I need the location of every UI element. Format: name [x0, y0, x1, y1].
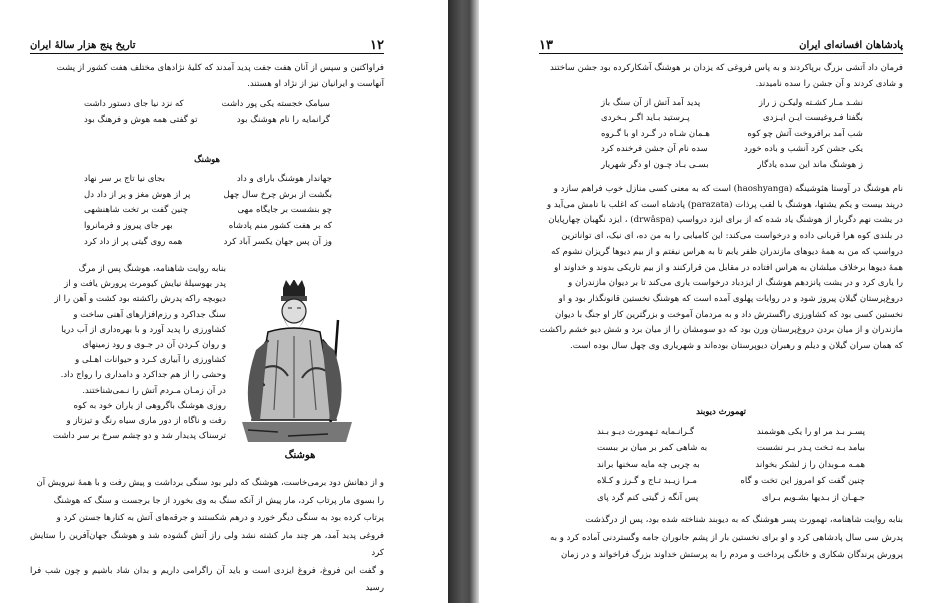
- running-title: پادشاهان افسانه‌ای ایران: [799, 39, 903, 51]
- intro-paragraph: [30, 60, 384, 92]
- text-line: درپند بیست و یکم یشتها، هوشنگ با لقب پرذات (parazata) پادشاه است که اغلب با نامش می‌آید و: [547, 199, 903, 210]
- text-line: ترسناک پدیدار شد و دو چشم سرخ بر سر داشت: [52, 431, 226, 442]
- text-line: روزی هوشنگ باگروهی از یاران خود به کوه: [73, 400, 226, 411]
- hemistich: جهاندار هوشنگ باراى و داد: [236, 174, 332, 184]
- couplet: [84, 97, 330, 113]
- text-line: بنابه روایت شاهنامه، هوشنگ پس از مرگ: [78, 264, 226, 274]
- couplet: [597, 457, 865, 473]
- middle-paragraph: [539, 182, 903, 355]
- text-line: کشاورزی را آبیاری کـرد و حیوانات اهـلی و: [75, 355, 226, 366]
- couplet: [601, 127, 863, 142]
- intro-paragraph: [539, 60, 903, 92]
- hemistich: پـرستید بـاید اگـر بـخردی: [601, 113, 690, 124]
- hemistich: شب آمد برافروخت آتش چو کوه: [747, 128, 863, 139]
- text-line: پرورش پرندگان شکاری و خانگی پرداخت و مردم را به پرستش خداوند بزرگ فراخواند و در زمان: [560, 550, 903, 561]
- verses-1: [84, 97, 330, 128]
- text-line: پدرش سی سال پادشاهی کرد و او برای نخستین بار از پشم جانوران جامه وگستردنی آماده کرد و به: [549, 532, 903, 543]
- text-line: کشاورزی را پدید آورد و با بهره‌داری از آب دریا: [61, 324, 226, 335]
- text-line: در یشت نهم دگربار از هوشنگ یاد شده که از برای ایزد درواسپ (drwâspa) ، ایزد نگهبان چهارپایان: [548, 215, 903, 226]
- couplet: [597, 473, 865, 489]
- hemistich: بهر جای پیروز و فرمانروا: [84, 221, 173, 232]
- header-rule: [30, 53, 384, 54]
- hemistich: بجای نیا تاج بر سر نهاد: [84, 174, 165, 184]
- text-line: که همان سران گیلان و دیلم و رهبران دیوپرستان بوده‌اند و شهریاری وی چهل سال بوده است.: [570, 341, 903, 352]
- page-number: ۱۳: [539, 37, 553, 53]
- hemistich: گرانمایه را نام هوشنگ بود: [236, 114, 330, 125]
- couplet: [84, 235, 332, 251]
- text-line: فراواکتین و سپس از آنان هفت جفت پدید آمدند که کلیهٔ نژادهای مختلف هفت کشور از پشت: [56, 63, 384, 73]
- hemistich: بگشت از برش چرخ سال چهل: [223, 189, 332, 200]
- couplet: [84, 219, 332, 235]
- text-line: در بلندی کوه هرا قربانی داده و درخواست می‌کند: این کامیابی را به من ده، ای نیک، ای توانا‌ترین: [561, 231, 903, 242]
- hemistich: جـهـان از بـدیها بشـویم بـرای: [762, 492, 865, 503]
- hemistich: تو گفتی همه هوش و فرهنگ بود: [84, 114, 198, 125]
- text-line: و از دهانش دود برمی‌خاست، هوشنگ که دلیر بود سنگی برداشت و پیش رفت و با همهٔ نیرویش آن: [36, 478, 384, 488]
- text-line: پدر بهوسیلهٔ نیایش کیومرث پرورش یافت و از: [64, 279, 226, 290]
- hemistich: پدید آمد آتش از آن سنگ باز: [601, 98, 701, 108]
- right-page: [479, 0, 942, 603]
- text-line: دیوبچه راکه پدرش راکشته بود کشت و آهن را از: [54, 294, 226, 305]
- left-page-header: [30, 38, 384, 52]
- text-line: را بسوی مار پرتاب کرد، مار پیش از آنکه سنگ به وی بخورد از جا برجست و سنگ که هوشنگ: [53, 495, 384, 506]
- hemistich: پر از هوش مغز و پر از داد دل: [84, 189, 191, 200]
- text-line: آنهاست و ایرانیان نیز از نژاد او هستند.: [247, 79, 384, 89]
- hemistich: همه روی گیتی پر از داد کرد: [84, 236, 183, 247]
- hemistich: پسـر بـد مر او را یکی هوشمند: [756, 427, 865, 437]
- couplet: [597, 424, 865, 440]
- side-paragraph: [30, 262, 226, 444]
- hemistich: چنین گفت بر تخت شاهنشهی: [84, 205, 189, 216]
- hemistich: سیامک خجسته یکی پور داشت: [221, 99, 330, 109]
- text-line: و روان کـردن آن در جـوی و رود زمینهای: [82, 340, 226, 351]
- text-line: فرمان داد آتشی بزرگ برپاکردند و به پاس فروغی که یزدان بر هوشنگ آشکارکرده بود جشن ساختند: [550, 63, 903, 73]
- text-line: و گفت این فروغ، فروغ ایزدی است و باید آن راگرامی داریم و بدان شاد باشیم و چون شب فرا رسید: [30, 565, 384, 593]
- hemistich: یکی جشن کرد آنشب و باده خورد: [744, 144, 863, 155]
- verses-2: [84, 172, 332, 251]
- text-line: مازندران و از میان بردن دروغ‌پرستان ورن بود که دو سومشان را از میان برد و شش دیو خشم راکشت: [539, 325, 903, 336]
- hemistich: ز هوشنگ ماند این سده یادگار: [757, 159, 863, 170]
- hemistich: بگفتا فـروغیست ایـن ایـزدی: [762, 113, 863, 124]
- text-line: در آن زمـان مـردم آتش را نـمی‌شناختند.: [82, 385, 226, 396]
- text-line: درواسپ که من به همهٔ دیوهای مازندران ظفر یابم تا به هراس نیفتم و از بیم دیوها گریزان نشوم که: [551, 246, 903, 257]
- hemistich: چنین گفت کو امروز این تخت و گاه: [740, 476, 865, 487]
- hushang-illustration: [238, 280, 356, 452]
- couplet: [601, 158, 863, 173]
- text-line: و شادی کردند و آن جشن را سده نامیدند.: [755, 79, 903, 89]
- hemistich: همـه مـوبدان را ز لشکر بخواند: [755, 459, 865, 470]
- right-page-header: [539, 38, 903, 52]
- text-line: سنگ جداکرد و رزم‌افزارهای آهنی ساخت و: [73, 309, 226, 320]
- couplet: [601, 96, 863, 111]
- left-page: [0, 0, 448, 603]
- page-number: ۱۲: [370, 37, 384, 53]
- couplet: [84, 203, 332, 219]
- poem-title: هوشنگ: [194, 154, 220, 164]
- header-rule: [539, 53, 903, 54]
- text-line: وحشی را از هم جداکرد و دامداری را رواج داد.: [60, 370, 226, 381]
- hemistich: هـمان شـاه در گـرد او با گـروه: [601, 128, 710, 139]
- hemistich: به شاهی کمر بر میان بر ببست: [597, 443, 708, 454]
- hemistich: وز آن پس جهان یکسر آباد کرد: [223, 236, 332, 247]
- text-line: نام هوشنگ در آوستا هئوشینگه (haoshyanga) است که به معنی کسی منازل خوب فراهم سازد و: [553, 184, 903, 194]
- text-line: پرتاب کرده بود به سنگی دیگر خورد و درهم شکستند و جرقه‌های آتش به کنارها جستن کرد و: [56, 513, 384, 523]
- couplet: [84, 113, 330, 129]
- hemistich: چو بنشست بر جایگاه مهی: [237, 205, 332, 216]
- text-line: فروغی پدید آمد، هر چند مار کشته نشد ولی راز آتش گشوده شد و هوشنگ جهان‌آفرین را ستایش کرد: [30, 530, 384, 558]
- hemistich: نشـد مـار کشـته ولیکـن ز راز: [758, 98, 863, 108]
- text-line: نخستین کسی بود که کشاورزی راگسترش داد و به مردمان آموخت و بزرگترین کار او جنگ با دیوان: [555, 309, 903, 320]
- bottom-paragraph: [539, 512, 903, 565]
- bottom-paragraph: [30, 475, 384, 598]
- hemistich: پس آنگه ز گیتی کنم گرد پای: [597, 492, 699, 503]
- text-line: همهٔ دیوها برخلاف میلشان به هراس افتاده در مقابل من قرارکنند و از بیم تاریکی بدوند و خداوند او: [554, 262, 903, 273]
- couplet: [84, 188, 332, 204]
- verses-2: [597, 424, 865, 506]
- poem-title: تهمورث دیوبند: [696, 406, 746, 416]
- text-line: دروغ‌پرستان گیلان پیروز شود و در روایات پهلوی آمده است که هوشنگ نخستین قانونگذار بود و او: [558, 293, 903, 304]
- text-line: را یاری کرد و در یشت پانزدهم هوشنگ از ایزدباد درخواست یاری می‌کند تا بر دیوان مازندران و: [568, 278, 903, 289]
- text-line: رفت و ناگاه از دور ماری سیاه رنگ و تیزتاز و: [66, 416, 226, 427]
- verses-1: [601, 96, 863, 173]
- hemistich: مـرا زیـبد تـاج و گـرز و کـلاه: [597, 476, 697, 487]
- hemistich: که نزد نیا جای دستور داشت: [84, 99, 184, 109]
- hemistich: سده نام آن جشن فرخنده کرد: [601, 144, 708, 155]
- text-line: بنابه روایت شاهنامه، تهمورث پسر هوشنگ که به دیوبند شناخته شده بود، پس از درگذشت: [585, 515, 903, 525]
- hemistich: بسـی بـاد چـون او دگر شهریار: [601, 159, 709, 170]
- book-gutter: [448, 0, 479, 603]
- hemistich: به چربی چه مایه سخنها براند: [597, 459, 700, 470]
- couplet: [84, 172, 332, 188]
- couplet: [597, 440, 865, 456]
- couplet: [601, 142, 863, 157]
- hemistich: گـرانـمایه تـهمورث دیـو بـند: [597, 427, 695, 437]
- running-title: تاریخ پنج هزار سالهٔ ایران: [30, 39, 136, 51]
- couplet: [597, 490, 865, 506]
- hemistich: که بر هفت کشور منم پادشاه: [228, 221, 332, 232]
- hemistich: بیامد بـه تـخت پـدر بـر نشست: [756, 443, 865, 454]
- illustration-caption: هوشنگ: [284, 450, 316, 461]
- couplet: [601, 111, 863, 126]
